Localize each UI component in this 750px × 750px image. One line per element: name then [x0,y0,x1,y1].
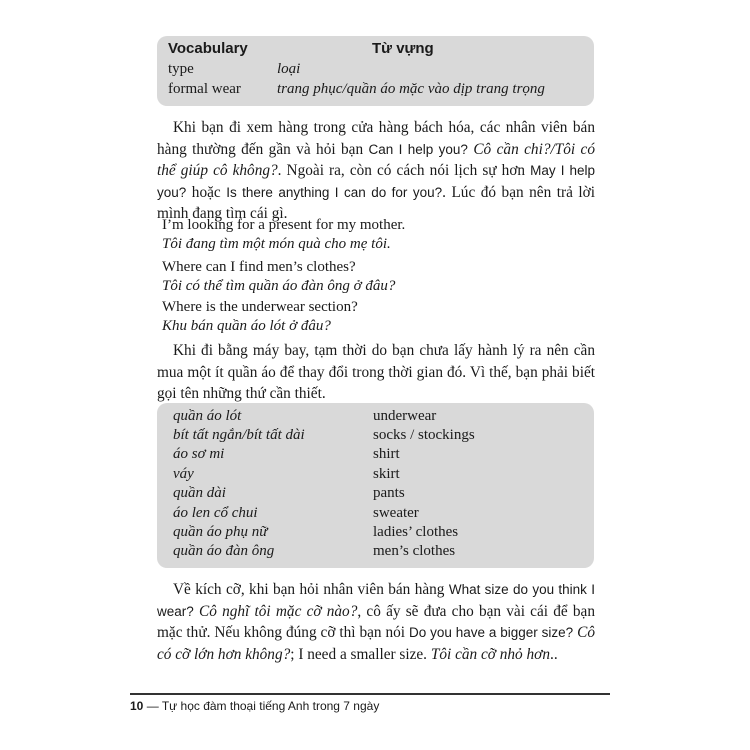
dialogue-english: Where is the underwear section? [162,299,358,315]
para-text: .. [550,645,558,663]
clothes-vi: quần dài [173,485,226,501]
clothes-en: skirt [373,466,400,482]
dialogue-english: I’m looking for a present for my mother. [162,217,406,233]
vocab-meaning: trang phục/quần áo mặc vào dịp trang trọng [277,81,545,97]
clothes-vi: áo len cổ chui [173,505,258,521]
vocab-meaning: loại [277,61,301,77]
clothes-vi: váy [173,466,194,482]
clothes-vi: bít tất ngắn/bít tất dài [173,427,305,443]
dialogue-english: Where can I find men’s clothes? [162,259,356,275]
dialogue-item [162,258,395,296]
para-text: hoặc [186,183,227,201]
vocab-term: type [168,61,194,77]
clothes-row [157,466,594,485]
dialogue-item [162,216,405,254]
clothes-vi: áo sơ mi [173,446,225,462]
clothes-row [157,408,594,427]
paragraph-sizes [157,579,595,665]
clothes-en: socks / stockings [373,427,475,443]
clothes-vocabulary-box [157,403,594,568]
english-phrase: Is there anything I can do for you? [226,184,443,200]
vocabulary-box [157,36,594,106]
dialogue-item [162,298,358,336]
clothes-vi: quần áo phụ nữ [173,524,268,540]
clothes-row [157,427,594,446]
vocab-term: formal wear [168,81,241,97]
clothes-row [157,505,594,524]
clothes-en: underwear [373,408,437,424]
clothes-row [157,524,594,543]
clothes-en: sweater [373,505,419,521]
clothes-row [157,485,594,504]
dialogue-vietnamese: Tôi đang tìm một món quà cho mẹ tôi. [162,236,391,252]
clothes-en: pants [373,485,405,501]
paragraph-airplane: Khi đi bằng máy bay, tạm thời do bạn chưa lấy hành lý ra nên cần mua một ít quần áo để thay đổi trong thời gian đó. Vì thế, bạn phải biết gọi tên những thứ cần thiết. [157,342,595,402]
page-footer [130,699,379,713]
vocab-heading-vi: Từ vựng [372,40,434,57]
para-text: Về kích cỡ, khi bạn hỏi nhân viên bán hàng [173,581,449,598]
translation: Cô nghĩ tôi mặc cỡ nào? [193,602,358,620]
english-phrase: Do you have a bigger size? [408,625,574,640]
english-phrase: Can I help you? [368,141,468,157]
clothes-vi: quần áo lót [173,408,242,424]
clothes-en: men’s clothes [373,543,456,559]
vocab-heading-en: Vocabulary [168,40,248,57]
english-phrase: What size do you think I wear? [157,582,595,619]
translation: Tôi cần cỡ nhỏ hơn [430,645,550,663]
clothes-row [157,446,594,465]
para-text: Khi bạn đi xem hàng trong cửa hàng bách hóa, các nhân viên bán hàng thường đến gần và hỏi bạn [157,119,595,158]
clothes-vi: quần áo đàn ông [173,543,275,559]
dialogue-vietnamese: Tôi có thể tìm quần áo đàn ông ở đâu? [162,278,396,294]
page-number: 10 [130,699,144,713]
clothes-en: ladies’ clothes [373,524,459,540]
para-text: . Ngoài ra, còn có cách nói lịch sự hơn [277,162,531,179]
dialogue-vietnamese: Khu bán quần áo lót ở đâu? [162,318,331,334]
clothes-row [157,543,594,562]
footer-rule [130,693,610,695]
english-phrase: May I help you? [157,163,595,200]
clothes-en: shirt [373,446,400,462]
translation: Cô cần chi?/Tôi có thể giúp cô không? [157,140,595,179]
paragraph-intro [157,117,595,225]
para-text: . Lúc đó bạn nên trả lời mình đang tìm cái gì. [157,183,595,222]
translation: Cô có cỡ lớn hơn không? [157,624,595,663]
para-text: ; I need a smaller size. [290,645,431,663]
para-text: , cô ấy sẽ đưa cho bạn vài cái để bạn mặc thử. Nếu không đúng cỡ thì bạn nói [157,602,595,641]
book-title: — Tự học đàm thoại tiếng Anh trong 7 ngày [146,699,380,713]
